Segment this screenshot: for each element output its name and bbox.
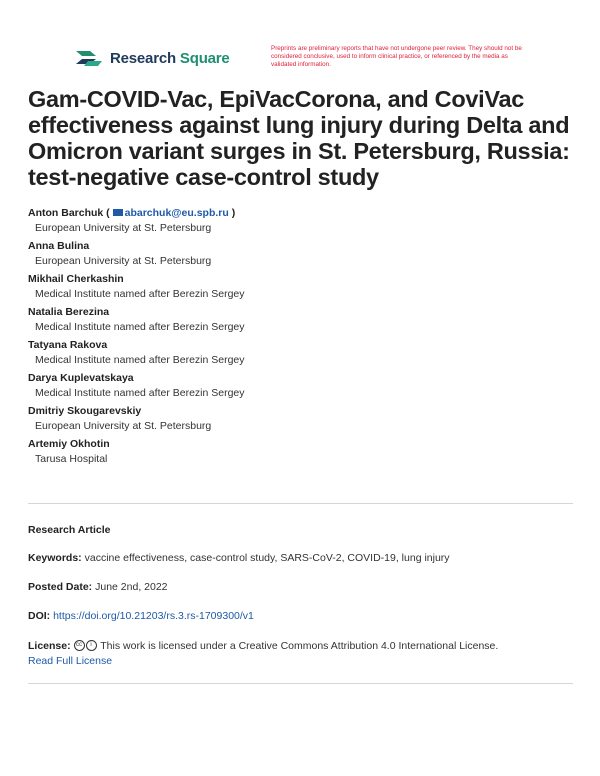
- envelope-icon: [113, 209, 123, 216]
- logo-word-research: Research: [110, 49, 176, 67]
- divider-top: [28, 503, 573, 504]
- author-affiliation: European University at St. Petersburg: [35, 222, 212, 234]
- author-name: Natalia Berezina: [28, 306, 110, 318]
- author-name: Anna Bulina: [28, 240, 90, 252]
- author-affiliation: European University at St. Petersburg: [35, 420, 212, 432]
- preprint-disclaimer: Preprints are preliminary reports that have not undergone peer review. They should not be considered conclusive, used to inform clinical practice, or referenced by the media as validated information.: [271, 45, 522, 68]
- read-full-license-link[interactable]: Read Full License: [28, 655, 113, 667]
- author-name: Anton Barchuk: [28, 207, 104, 219]
- author-affiliation: Medical Institute named after Berezin Sergey: [35, 321, 245, 333]
- divider-bottom: [28, 683, 573, 684]
- author-entry: [28, 272, 568, 302]
- author-entry: [28, 239, 568, 269]
- author-name: Mikhail Cherkashin: [28, 273, 124, 285]
- keywords-value: vaccine effectiveness, case-control study, SARS-CoV-2, COVID-19, lung injury: [84, 552, 450, 564]
- author-entry: [28, 404, 568, 434]
- license-text: This work is licensed under a Creative Commons Attribution 4.0 International License.: [100, 640, 499, 652]
- author-affiliation: Medical Institute named after Berezin Sergey: [35, 288, 245, 300]
- author-entry: [28, 437, 568, 467]
- author-entry: Anton Barchuk ( abarchuk@eu.spb.ru ) European University at St. Petersburg: [28, 206, 568, 236]
- author-affiliation: European University at St. Petersburg: [35, 255, 212, 267]
- author-email-link[interactable]: abarchuk@eu.spb.ru: [113, 207, 229, 219]
- posted-date-value: June 2nd, 2022: [95, 581, 168, 593]
- research-square-logo[interactable]: [74, 47, 230, 69]
- author-name: Darya Kuplevatskaya: [28, 372, 134, 384]
- article-type: Research Article: [28, 524, 111, 536]
- doi-link[interactable]: https://doi.org/10.21203/rs.3.rs-1709300/v1: [53, 610, 254, 622]
- author-entry: [28, 305, 568, 335]
- cc-icon: cc: [74, 640, 85, 651]
- doi-line: DOI: https://doi.org/10.21203/rs.3.rs-1709300/v1: [28, 610, 254, 622]
- keywords-line: Keywords: vaccine effectiveness, case-control study, SARS-CoV-2, COVID-19, lung injury: [28, 552, 450, 564]
- author-affiliation: Medical Institute named after Berezin Sergey: [35, 354, 245, 366]
- author-name: Dmitriy Skougarevskiy: [28, 405, 142, 417]
- author-name: Artemiy Okhotin: [28, 438, 110, 450]
- license-line: License: cc i This work is licensed under a Creative Commons Attribution 4.0 International License. Read Full License: [28, 640, 499, 667]
- author-list: [28, 206, 568, 470]
- paper-title: Gam-COVID-Vac, EpiVacCorona, and CoviVac effectiveness against lung injury during Delta and Omicron variant surges in St. Petersburg, Russia: test-negative case-control study: [28, 86, 570, 190]
- logo-text: [110, 50, 230, 67]
- author-entry: [28, 371, 568, 401]
- research-square-logo-icon: [74, 47, 104, 69]
- by-attribution-icon: i: [86, 640, 97, 651]
- author-affiliation: Medical Institute named after Berezin Sergey: [35, 387, 245, 399]
- author-name: Tatyana Rakova: [28, 339, 108, 351]
- author-affiliation: Tarusa Hospital: [35, 453, 108, 465]
- author-entry: [28, 338, 568, 368]
- logo-word-square: Square: [179, 49, 230, 67]
- posted-date-line: Posted Date: June 2nd, 2022: [28, 581, 168, 593]
